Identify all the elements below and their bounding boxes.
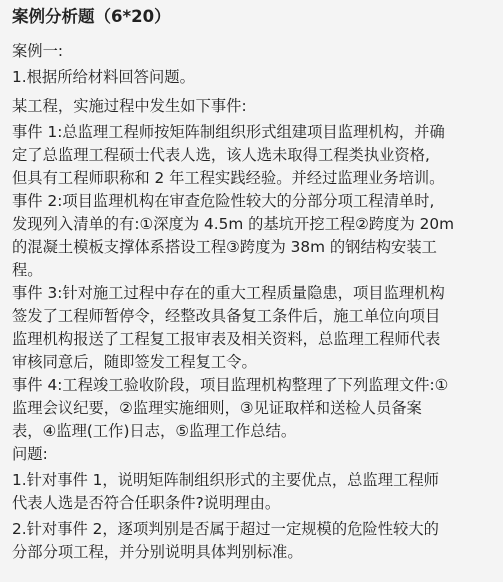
event-1-line-2: 定了总监理工程硕士代表人选，该人选未取得工程类执业资格, bbox=[12, 146, 430, 164]
event-2-line-1: 事件 2:项目监理机构在审查危险性较大的分部分项工程清单时, bbox=[12, 192, 435, 210]
event-1-line-3: 但具有工程师职称和 2 年工程实践经验。并经过监理业务培训。 bbox=[12, 169, 445, 187]
event-2-line-2: 发现列入清单的有:①深度为 4.5m 的基坑开挖工程②跨度为 20m bbox=[12, 215, 454, 233]
question-1 bbox=[12, 469, 489, 515]
question-2-line-2: 分部分项工程，并分别说明具体判别标准。 bbox=[12, 543, 303, 561]
event-4-line-3: 表，④监理(工作)日志，⑤监理工作总结。 bbox=[12, 422, 297, 440]
question-2 bbox=[12, 518, 489, 564]
event-3-line-2: 签发了工程师暂停令，经整改具备复工条件后，施工单位向项目 bbox=[12, 307, 441, 325]
instruction: 1.根据所给材料回答问题。 bbox=[12, 68, 195, 86]
page-title: 案例分析题（6*20） bbox=[12, 7, 171, 26]
event-4-line-2: 监理会议纪要，②监理实施细则，③见证取样和送检人员备案 bbox=[12, 399, 422, 417]
event-2-line-3: 的混凝土模板支撑体系搭设工程③跨度为 38m 的钢结构安装工 bbox=[12, 238, 437, 256]
event-3-line-3: 监理机构报送了工程复工报审表及相关资料，总监理工程师代表 bbox=[12, 330, 441, 348]
event-1-line-1: 事件 1:总监理工程师按矩阵制组织形式组建项目监理机构，并确 bbox=[12, 123, 445, 141]
event-2 bbox=[12, 190, 489, 282]
event-1 bbox=[12, 121, 489, 190]
event-2-line-4: 程。 bbox=[12, 261, 43, 279]
event-4-line-1: 事件 4:工程竣工验收阶段，项目监理机构整理了下列监理文件:① bbox=[12, 376, 449, 394]
case-label: 案例一: bbox=[12, 42, 64, 60]
intro: 某工程，实施过程中发生如下事件: bbox=[12, 97, 247, 115]
question-1-line-2: 代表人选是否符合任职条件?说明理由。 bbox=[12, 494, 281, 512]
event-3-line-1: 事件 3:针对施工过程中存在的重大工程质量隐患，项目监理机构 bbox=[12, 284, 445, 302]
questions-label: 问题: bbox=[12, 445, 48, 463]
event-3 bbox=[12, 282, 489, 374]
event-4 bbox=[12, 374, 489, 443]
question-2-line-1: 2.针对事件 2，逐项判别是否属于超过一定规模的危险性较大的 bbox=[12, 520, 439, 538]
event-3-line-4: 审核同意后，随即签发工程复工令。 bbox=[12, 353, 257, 371]
question-1-line-1: 1.针对事件 1，说明矩阵制组织形式的主要优点，总监理工程师 bbox=[12, 471, 439, 489]
